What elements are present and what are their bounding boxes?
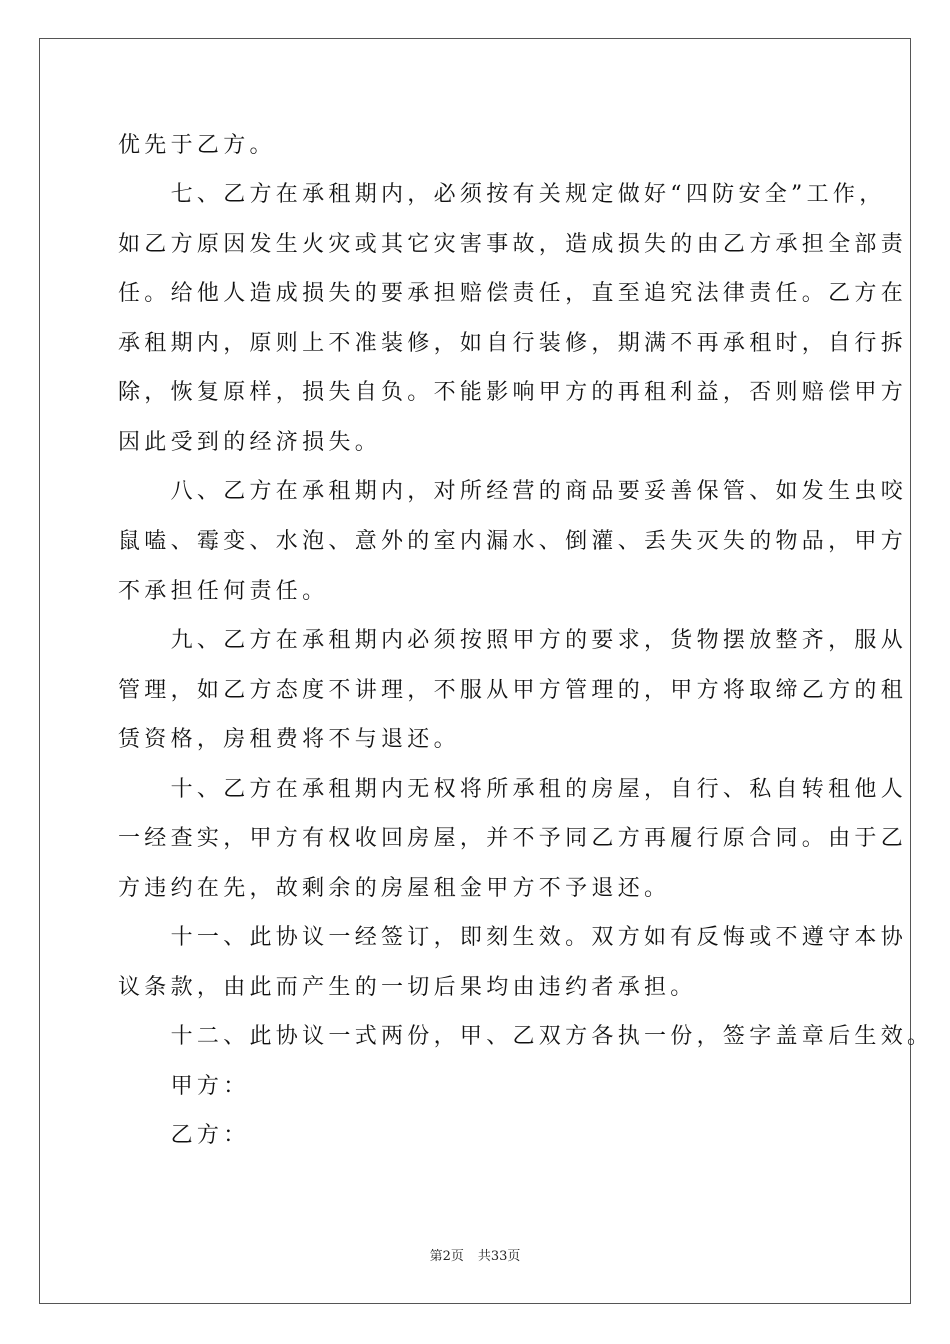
text-line: 鼠嗑、霉变、水泡、意外的室内漏水、倒灌、丢失灭失的物品，甲方 xyxy=(118,529,908,554)
text-line: 议条款，由此而产生的一切后果均由违约者承担。 xyxy=(118,975,697,1000)
text-line: 不承担任何责任。 xyxy=(118,579,329,604)
text-line: 八、乙方在承租期内，对所经营的商品要妥善保管、如发生虫咬 xyxy=(118,479,908,504)
text-line: 管理，如乙方态度不讲理，不服从甲方管理的，甲方将取缔乙方的租 xyxy=(118,678,908,703)
page-total: 共33页 xyxy=(477,1249,521,1264)
text-line: 因此受到的经济损失。 xyxy=(118,430,382,455)
text-line: 九、乙方在承租期内必须按照甲方的要求，货物摆放整齐，服从 xyxy=(118,628,908,653)
text-line: 如乙方原因发生火灾或其它灾害事故，造成损失的由乙方承担全部责 xyxy=(118,232,908,257)
text-line: 方违约在先，故剩余的房屋租金甲方不予退还。 xyxy=(118,876,671,901)
text-line: 承租期内，原则上不准装修，如自行装修，期满不再承租时，自行拆 xyxy=(118,331,908,356)
text-line: 七、乙方在承租期内，必须按有关规定做好“四防安全”工作， xyxy=(118,182,886,207)
signature-party-a: 甲方： xyxy=(118,1074,250,1099)
text-line: 一经查实，甲方有权收回房屋，并不予同乙方再履行原合同。由于乙 xyxy=(118,826,908,851)
page-number: 第2页 xyxy=(429,1249,464,1264)
text-line: 除，恢复原样，损失自负。不能影响甲方的再租利益，否则赔偿甲方 xyxy=(118,380,908,405)
text-line: 赁资格，房租费将不与退还。 xyxy=(118,727,460,752)
text-line: 优先于乙方。 xyxy=(118,133,276,158)
page-footer xyxy=(0,1248,950,1266)
text-line: 十二、此协议一式两份，甲、乙双方各执一份，签字盖章后生效。 xyxy=(118,1024,934,1049)
signature-party-b: 乙方： xyxy=(118,1123,250,1148)
text-line: 十、乙方在承租期内无权将所承租的房屋，自行、私自转租他人 xyxy=(118,777,908,802)
text-line: 任。给他人造成损失的要承担赔偿责任，直至追究法律责任。乙方在 xyxy=(118,281,908,306)
text-line: 十一、此协议一经签订，即刻生效。双方如有反悔或不遵守本协 xyxy=(118,925,908,950)
